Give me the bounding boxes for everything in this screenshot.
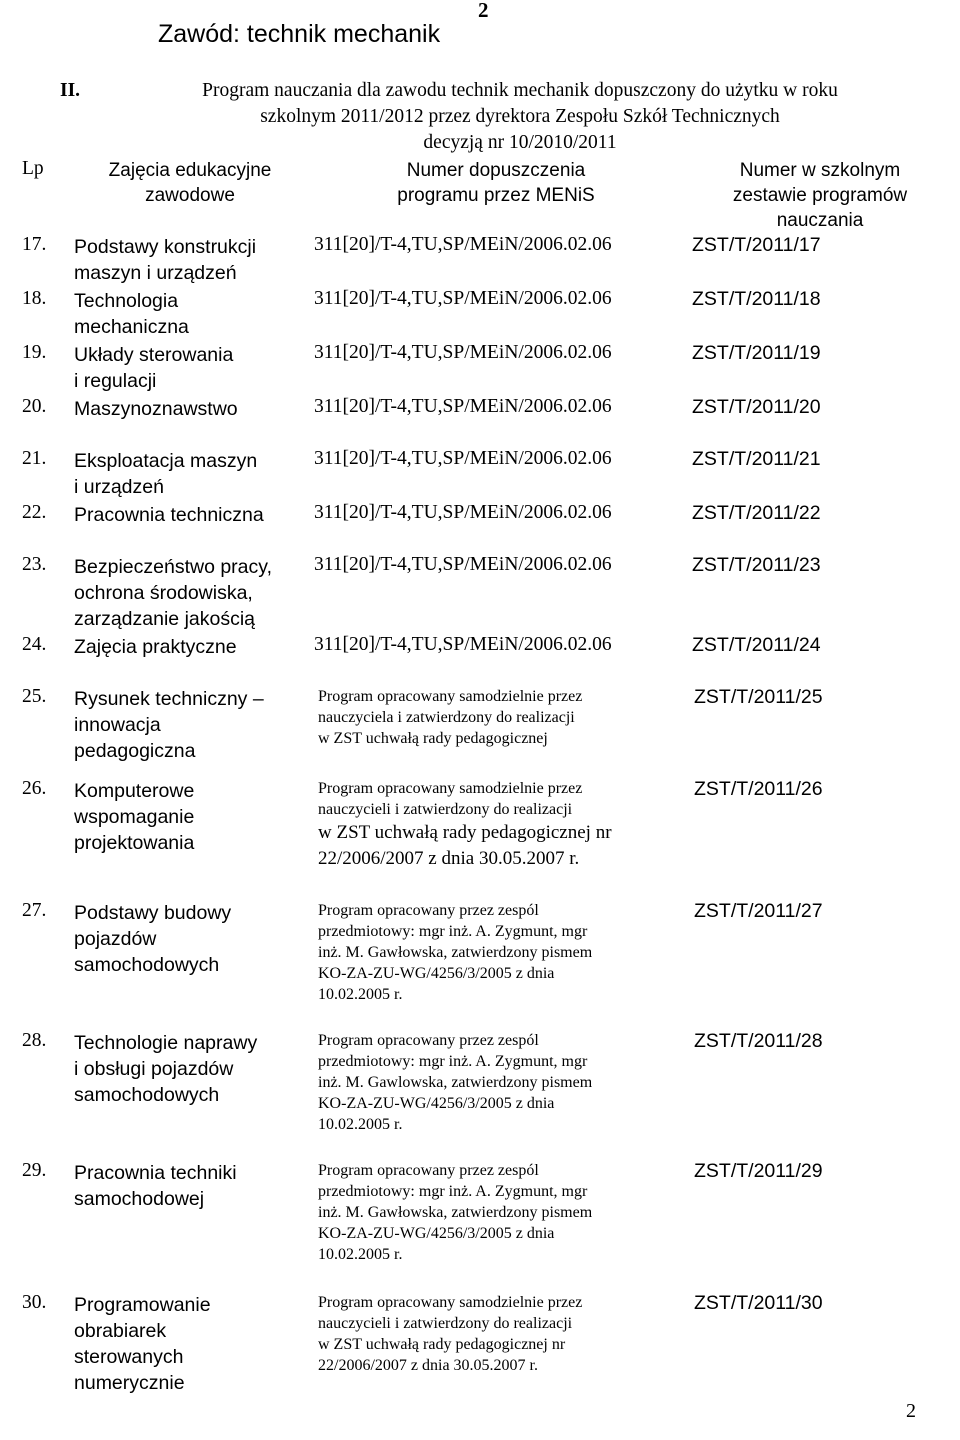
school-program-number: ZST/T/2011/26 (694, 778, 823, 800)
description-line: w ZST uchwałą rady pedagogicznej (318, 730, 548, 747)
school-program-number: ZST/T/2011/28 (694, 1030, 823, 1052)
row-number: 24. (22, 634, 47, 655)
row-number: 18. (22, 288, 47, 309)
description-line: Program opracowany przez zespól (318, 1162, 539, 1179)
school-program-number: ZST/T/2011/17 (692, 234, 821, 256)
row-number: 21. (22, 448, 47, 469)
description-line: nauczyciela i zatwierdzony do realizacji (318, 709, 575, 726)
description-line: przedmiotowy: mgr inż. A. Zygmunt, mgr (318, 1053, 588, 1070)
header-line: zawodowe (145, 185, 235, 206)
subject-line: Podstawy budowy (74, 902, 232, 924)
subject-line: Rysunek techniczny – (74, 688, 264, 710)
row-number: 29. (22, 1160, 47, 1181)
approval-code: 311[20]/T-4,TU,SP/MEiN/2006.02.06 (314, 234, 612, 255)
description-line: nauczycieli i zatwierdzony do realizacji (318, 801, 573, 818)
section-title-line: Program nauczania dla zawodu technik mechanik dopuszczony do użytku w roku (202, 80, 838, 101)
subject-line: Komputerowe (74, 780, 195, 802)
page-number-top: 2 (478, 0, 489, 22)
approval-code: 311[20]/T-4,TU,SP/MEiN/2006.02.06 (314, 502, 612, 523)
school-program-number: ZST/T/2011/20 (692, 396, 821, 418)
column-header-subject (70, 158, 310, 208)
header-line: Zajęcia edukacyjne (108, 160, 272, 181)
description-line: inż. M. Gawłowska, zatwierdzony pismem (318, 944, 593, 961)
description-line: Program opracowany samodzielnie przez (318, 1294, 583, 1311)
subject-line: Technologia (74, 290, 179, 312)
description-line: inż. M. Gawlowska, zatwierdzony pismem (318, 1074, 593, 1091)
description-line: 22/2006/2007 z dnia 30.05.2007 r. (318, 848, 580, 869)
header-line: nauczania (776, 210, 864, 231)
description-line: Program opracowany przez zespól (318, 1032, 539, 1049)
subject-line: Podstawy konstrukcji (74, 236, 257, 258)
approval-code: 311[20]/T-4,TU,SP/MEiN/2006.02.06 (314, 634, 612, 655)
subject-line: Zajęcia praktyczne (74, 636, 237, 658)
subject-line: mechaniczna (74, 316, 189, 338)
subject-cell (74, 234, 304, 286)
row-number: 26. (22, 778, 47, 799)
row-number: 28. (22, 1030, 47, 1051)
approval-code: 311[20]/T-4,TU,SP/MEiN/2006.02.06 (314, 448, 612, 469)
subject-line: numerycznie (74, 1372, 185, 1394)
school-program-number: ZST/T/2011/22 (692, 502, 821, 524)
subject-line: Pracownia techniczna (74, 504, 264, 526)
school-program-number: ZST/T/2011/18 (692, 288, 821, 310)
description-line: KO-ZA-ZU-WG/4256/3/2005 z dnia (318, 1095, 555, 1112)
description-line: nauczycieli i zatwierdzony do realizacji (318, 1315, 573, 1332)
description-line: 10.02.2005 r. (318, 986, 403, 1003)
subject-line: Pracownia techniki (74, 1162, 237, 1184)
school-program-number: ZST/T/2011/29 (694, 1160, 823, 1182)
subject-line: i urządzeń (74, 476, 164, 498)
school-program-number: ZST/T/2011/23 (692, 554, 821, 576)
column-header-approval (346, 158, 646, 208)
description-line: Program opracowany samodzielnie przez (318, 688, 583, 705)
subject-cell (74, 900, 304, 978)
subject-line: sterowanych (74, 1346, 184, 1368)
header-line: programu przez MENiS (397, 185, 595, 206)
row-number: 19. (22, 342, 47, 363)
subject-line: projektowania (74, 832, 195, 854)
description-line: przedmiotowy: mgr inż. A. Zygmunt, mgr (318, 923, 588, 940)
subject-line: Programowanie (74, 1294, 211, 1316)
row-number: 27. (22, 900, 47, 921)
school-program-number: ZST/T/2011/30 (694, 1292, 823, 1314)
subject-line: samochodowej (74, 1188, 205, 1210)
subject-line: pedagogiczna (74, 740, 196, 762)
row-number: 17. (22, 234, 47, 255)
header-line: Numer dopuszczenia (406, 160, 586, 181)
subject-line: Maszynoznawstwo (74, 398, 238, 420)
row-number: 20. (22, 396, 47, 417)
subject-line: i obsługi pojazdów (74, 1058, 234, 1080)
description-line: przedmiotowy: mgr inż. A. Zygmunt, mgr (318, 1183, 588, 1200)
program-description (318, 1030, 682, 1135)
header-line: zestawie programów (732, 185, 908, 206)
school-program-number: ZST/T/2011/19 (692, 342, 821, 364)
subject-line: Technologie naprawy (74, 1032, 258, 1054)
approval-code: 311[20]/T-4,TU,SP/MEiN/2006.02.06 (314, 396, 612, 417)
program-description (318, 778, 682, 872)
subject-line: samochodowych (74, 954, 220, 976)
subject-line: Bezpieczeństwo pracy, (74, 556, 272, 578)
row-number: 22. (22, 502, 47, 523)
subject-line: wspomaganie (74, 806, 195, 828)
section-title-line: szkolnym 2011/2012 przez dyrektora Zespołu Szkół Technicznych (260, 106, 780, 127)
subject-cell (74, 396, 304, 422)
subject-cell (74, 342, 304, 394)
subject-cell (74, 288, 304, 340)
school-program-number: ZST/T/2011/21 (692, 448, 821, 470)
program-description (318, 686, 682, 749)
description-line: KO-ZA-ZU-WG/4256/3/2005 z dnia (318, 965, 555, 982)
program-description (318, 1160, 682, 1265)
school-program-number: ZST/T/2011/25 (694, 686, 823, 708)
program-description (318, 1292, 682, 1376)
description-line: inż. M. Gawłowska, zatwierdzony pismem (318, 1204, 593, 1221)
subject-line: samochodowych (74, 1084, 220, 1106)
page-number-bottom: 2 (906, 1400, 916, 1422)
description-line: w ZST uchwałą rady pedagogicznej nr (318, 822, 612, 843)
row-number: 30. (22, 1292, 47, 1313)
subject-cell (74, 778, 304, 856)
subject-cell (74, 1030, 304, 1108)
approval-code: 311[20]/T-4,TU,SP/MEiN/2006.02.06 (314, 554, 612, 575)
subject-line: ochrona środowiska, (74, 582, 253, 604)
row-number: 25. (22, 686, 47, 707)
subject-cell (74, 634, 304, 660)
program-description (318, 900, 682, 1005)
subject-line: zarządzanie jakością (74, 608, 256, 630)
header-line: Numer w szkolnym (739, 160, 901, 181)
description-line: 10.02.2005 r. (318, 1116, 403, 1133)
subject-cell (74, 554, 304, 632)
description-line: 10.02.2005 r. (318, 1246, 403, 1263)
subject-line: Układy sterowania (74, 344, 234, 366)
row-number: 23. (22, 554, 47, 575)
school-program-number: ZST/T/2011/24 (692, 634, 821, 656)
subject-cell (74, 686, 304, 764)
subject-cell (74, 502, 304, 528)
school-program-number: ZST/T/2011/27 (694, 900, 823, 922)
approval-code: 311[20]/T-4,TU,SP/MEiN/2006.02.06 (314, 288, 612, 309)
document-header-title: Zawód: technik mechanik (158, 20, 441, 48)
description-line: w ZST uchwałą rady pedagogicznej nr (318, 1336, 566, 1353)
subject-line: pojazdów (74, 928, 157, 950)
subject-line: Eksploatacja maszyn (74, 450, 258, 472)
column-header-lp: Lp (22, 158, 44, 179)
subject-cell (74, 448, 304, 500)
column-header-school-number (700, 158, 940, 233)
description-line: Program opracowany przez zespól (318, 902, 539, 919)
description-line: 22/2006/2007 z dnia 30.05.2007 r. (318, 1357, 538, 1374)
subject-line: innowacja (74, 714, 161, 736)
description-line: Program opracowany samodzielnie przez (318, 780, 583, 797)
subject-cell (74, 1292, 304, 1396)
subject-line: maszyn i urządzeń (74, 262, 237, 284)
approval-code: 311[20]/T-4,TU,SP/MEiN/2006.02.06 (314, 342, 612, 363)
section-number: II. (60, 80, 81, 101)
description-line: KO-ZA-ZU-WG/4256/3/2005 z dnia (318, 1225, 555, 1242)
subject-cell (74, 1160, 304, 1212)
section-title-line: decyzją nr 10/2010/2011 (423, 132, 617, 153)
subject-line: obrabiarek (74, 1320, 167, 1342)
subject-line: i regulacji (74, 370, 157, 392)
